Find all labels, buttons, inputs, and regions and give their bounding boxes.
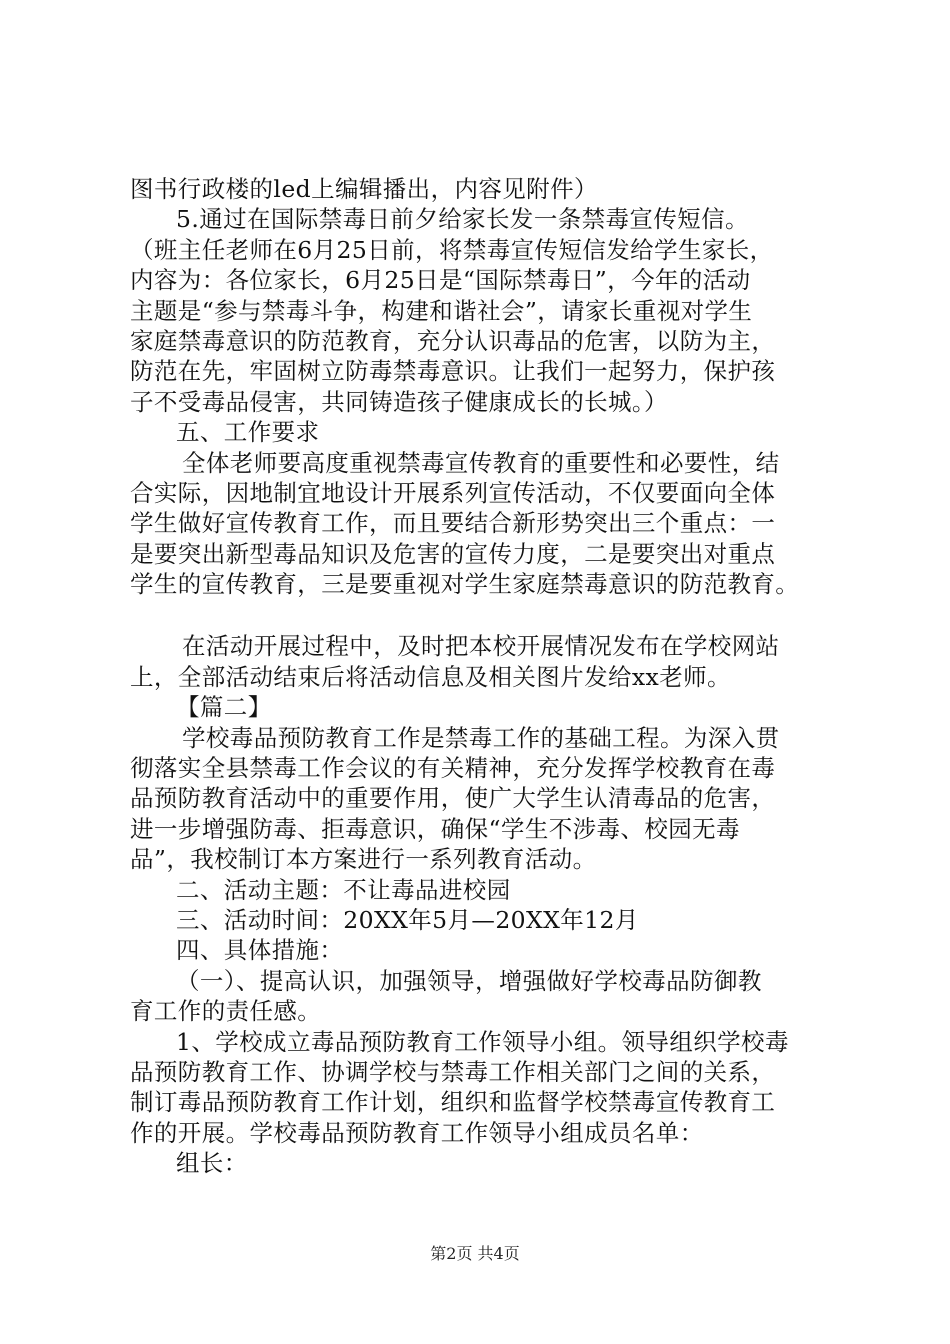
text-line: 学校毒品预防教育工作是禁毒工作的基础工程。为深入贯 <box>182 723 780 752</box>
text-line: （班主任老师在6月25日前，将禁毒宣传短信发给学生家长， <box>130 235 774 264</box>
section-heading: 三、活动时间：20XX年5月—20XX年12月 <box>176 905 639 934</box>
text-line: 在活动开展过程中，及时把本校开展情况发布在学校网站 <box>182 632 780 661</box>
section-heading: 五、工作要求 <box>176 418 320 447</box>
text-line: 学生做好宣传教育工作，而且要结合新形势突出三个重点：一 <box>130 509 776 538</box>
text-line: 进一步增强防毒、拒毒意识，确保“学生不涉毒、校园无毒 <box>130 814 740 843</box>
text-line: 作的开展。学校毒品预防教育工作领导小组成员名单： <box>130 1118 704 1147</box>
text-line: 品预防教育活动中的重要作用，使广大学生认清毒品的危害， <box>130 784 776 813</box>
text-line: 组长： <box>176 1149 248 1178</box>
text-line: 全体老师要高度重视禁毒宣传教育的重要性和必要性，结 <box>182 448 780 477</box>
page-footer: 第2页 共4页 <box>430 1244 520 1263</box>
text-line: 彻落实全县禁毒工作会议的有关精神，充分发挥学校教育在毒 <box>130 754 776 783</box>
text-line: 品”，我校制订本方案进行一系列教育活动。 <box>130 845 597 874</box>
text-line: 合实际，因地制宜地设计开展系列宣传活动，不仅要面向全体 <box>130 478 776 507</box>
document-body <box>130 174 850 1179</box>
text-line: 家庭禁毒意识的防范教育，充分认识毒品的危害，以防为主， <box>130 326 776 355</box>
paragraph-gap <box>130 599 850 631</box>
text-line: 1、学校成立毒品预防教育工作领导小组。领导组织学校毒 <box>176 1027 789 1056</box>
text-line: （一）、提高认识，加强领导，增强做好学校毒品防御教 <box>176 966 762 995</box>
text-line: 子不受毒品侵害，共同铸造孩子健康成长的长城。） <box>130 387 668 416</box>
text-line: 品预防教育工作、协调学校与禁毒工作相关部门之间的关系， <box>130 1057 776 1086</box>
section-heading: 四、具体措施： <box>176 936 344 965</box>
text-line: 育工作的责任感。 <box>130 997 322 1026</box>
text-line: 是要突出新型毒品知识及危害的宣传力度，二是要突出对重点 <box>130 539 776 568</box>
text-line: 图书行政楼的led上编辑播出，内容见附件） <box>130 175 598 203</box>
text-line: 主题是“参与禁毒斗争，构建和谐社会”，请家长重视对学生 <box>130 296 753 325</box>
text-line: 5.通过在国际禁毒日前夕给家长发一条禁毒宣传短信。 <box>176 205 749 234</box>
text-line: 学生的宣传教育，三是要重视对学生家庭禁毒意识的防范教育。 <box>130 570 800 599</box>
section-heading: 【篇二】 <box>176 693 272 722</box>
text-line: 防范在先，牢固树立防毒禁毒意识。让我们一起努力，保护孩 <box>130 357 776 386</box>
section-heading: 二、活动主题：不让毒品进校园 <box>176 875 511 904</box>
text-line: 内容为：各位家长，6月25日是“国际禁毒日”，今年的活动 <box>130 266 751 295</box>
text-line: 制订毒品预防教育工作计划，组织和监督学校禁毒宣传教育工 <box>130 1088 776 1117</box>
text-line: 上，全部活动结束后将活动信息及相关图片发给xx老师。 <box>130 662 731 691</box>
